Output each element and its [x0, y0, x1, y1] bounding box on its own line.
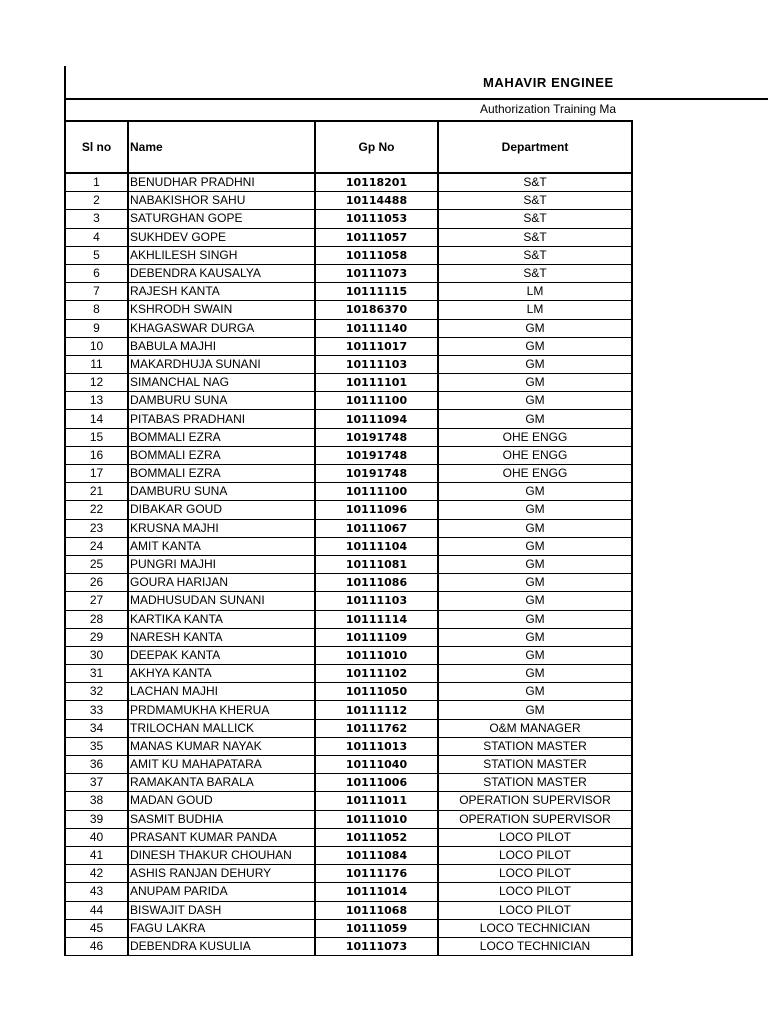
cell-department: LOCO PILOT	[438, 846, 632, 864]
cell-gp: 10111073	[315, 937, 438, 956]
header-row	[65, 121, 632, 173]
cell-name: TRILOCHAN MALLICK	[128, 719, 315, 737]
table-row	[65, 392, 632, 410]
cell-gp: 10111081	[315, 555, 438, 573]
cell-department: LOCO PILOT	[438, 865, 632, 883]
cell-name: AKHLILESH SINGH	[128, 246, 315, 264]
cell-name: PRDMAMUKHA KHERUA	[128, 701, 315, 719]
cell-department: LOCO TECHNICIAN	[438, 919, 632, 937]
cell-department: OHE ENGG	[438, 465, 632, 483]
cell-gp: 10111011	[315, 792, 438, 810]
cell-gp: 10111052	[315, 828, 438, 846]
col-header-sl: Sl no	[65, 121, 128, 173]
cell-department: GM	[438, 483, 632, 501]
table-row	[65, 192, 632, 210]
cell-sl: 37	[65, 774, 128, 792]
cell-sl: 23	[65, 519, 128, 537]
table-row	[65, 846, 632, 864]
cell-department: GM	[438, 701, 632, 719]
cell-department: S&T	[438, 173, 632, 192]
cell-gp: 10111115	[315, 283, 438, 301]
cell-department: GM	[438, 628, 632, 646]
cell-gp: 10191748	[315, 428, 438, 446]
cell-gp: 10111103	[315, 355, 438, 373]
table-row	[65, 592, 632, 610]
cell-name: RAJESH KANTA	[128, 283, 315, 301]
cell-sl: 6	[65, 264, 128, 282]
cell-sl: 32	[65, 683, 128, 701]
cell-name: DINESH THAKUR CHOUHAN	[128, 846, 315, 864]
table-row	[65, 737, 632, 755]
cell-name: BABULA MAJHI	[128, 337, 315, 355]
table-row	[65, 319, 632, 337]
cell-department: S&T	[438, 192, 632, 210]
cell-name: AMIT KU MAHAPATARA	[128, 756, 315, 774]
cell-gp: 10111057	[315, 228, 438, 246]
cell-sl: 8	[65, 301, 128, 319]
cell-sl: 15	[65, 428, 128, 446]
table-row	[65, 283, 632, 301]
table-row	[65, 628, 632, 646]
cell-department: OPERATION SUPERVISOR	[438, 810, 632, 828]
table-row	[65, 683, 632, 701]
cell-department: GM	[438, 374, 632, 392]
cell-name: BENUDHAR PRADHNI	[128, 173, 315, 192]
cell-gp: 10186370	[315, 301, 438, 319]
table-row	[65, 719, 632, 737]
cell-gp: 10111040	[315, 756, 438, 774]
cell-department: GM	[438, 555, 632, 573]
cell-sl: 29	[65, 628, 128, 646]
cell-sl: 42	[65, 865, 128, 883]
cell-department: LM	[438, 301, 632, 319]
cell-gp: 10111140	[315, 319, 438, 337]
cell-name: DAMBURU SUNA	[128, 392, 315, 410]
cell-department: GM	[438, 519, 632, 537]
cell-name: MAKARDHUJA SUNANI	[128, 355, 315, 373]
cell-name: BOMMALI EZRA	[128, 465, 315, 483]
cell-name: DEBENDRA KAUSALYA	[128, 264, 315, 282]
cell-name: LACHAN MAJHI	[128, 683, 315, 701]
cell-name: AKHYA KANTA	[128, 665, 315, 683]
table-row	[65, 610, 632, 628]
table-row	[65, 555, 632, 573]
table-row	[65, 828, 632, 846]
cell-name: AMIT KANTA	[128, 537, 315, 555]
cell-department: OHE ENGG	[438, 446, 632, 464]
cell-gp: 10111096	[315, 501, 438, 519]
cell-sl: 5	[65, 246, 128, 264]
cell-gp: 10114488	[315, 192, 438, 210]
cell-department: STATION MASTER	[438, 774, 632, 792]
cell-name: GOURA HARIJAN	[128, 574, 315, 592]
cell-sl: 41	[65, 846, 128, 864]
cell-department: S&T	[438, 228, 632, 246]
cell-sl: 12	[65, 374, 128, 392]
cell-name: SUKHDEV GOPE	[128, 228, 315, 246]
cell-gp: 10111100	[315, 392, 438, 410]
cell-gp: 10111006	[315, 774, 438, 792]
table-row	[65, 173, 632, 192]
cell-department: GM	[438, 665, 632, 683]
cell-gp: 10111014	[315, 883, 438, 901]
cell-department: GM	[438, 337, 632, 355]
cell-department: GM	[438, 574, 632, 592]
table-row	[65, 937, 632, 956]
cell-name: BISWAJIT DASH	[128, 901, 315, 919]
table-row	[65, 883, 632, 901]
cell-sl: 17	[65, 465, 128, 483]
cell-department: OPERATION SUPERVISOR	[438, 792, 632, 810]
cell-sl: 39	[65, 810, 128, 828]
table-row	[65, 901, 632, 919]
cell-name: SIMANCHAL NAG	[128, 374, 315, 392]
table-row	[65, 574, 632, 592]
cell-department: STATION MASTER	[438, 737, 632, 755]
cell-department: OHE ENGG	[438, 428, 632, 446]
cell-gp: 10111176	[315, 865, 438, 883]
cell-gp: 10111101	[315, 374, 438, 392]
cell-gp: 10111104	[315, 537, 438, 555]
company-title: MAHAVIR ENGINEE	[483, 75, 614, 90]
cell-name: SATURGHAN GOPE	[128, 210, 315, 228]
cell-sl: 2	[65, 192, 128, 210]
table-row	[65, 519, 632, 537]
cell-sl: 28	[65, 610, 128, 628]
cell-name: NABAKISHOR SAHU	[128, 192, 315, 210]
table-row	[65, 756, 632, 774]
cell-name: MADHUSUDAN SUNANI	[128, 592, 315, 610]
cell-gp: 10111073	[315, 264, 438, 282]
table-row	[65, 483, 632, 501]
cell-name: PRASANT KUMAR PANDA	[128, 828, 315, 846]
cell-department: LOCO PILOT	[438, 901, 632, 919]
cell-gp: 10111010	[315, 810, 438, 828]
cell-department: GM	[438, 319, 632, 337]
cell-sl: 14	[65, 410, 128, 428]
cell-name: BOMMALI EZRA	[128, 428, 315, 446]
table-row	[65, 355, 632, 373]
cell-department: GM	[438, 355, 632, 373]
table-row	[65, 701, 632, 719]
cell-sl: 9	[65, 319, 128, 337]
cell-department: GM	[438, 410, 632, 428]
title-bar	[64, 66, 768, 100]
cell-gp: 10111114	[315, 610, 438, 628]
cell-department: LM	[438, 283, 632, 301]
cell-gp: 10111112	[315, 701, 438, 719]
cell-sl: 44	[65, 901, 128, 919]
cell-sl: 35	[65, 737, 128, 755]
cell-gp: 10111109	[315, 628, 438, 646]
cell-gp: 10111017	[315, 337, 438, 355]
table-row	[65, 774, 632, 792]
cell-sl: 25	[65, 555, 128, 573]
cell-name: PITABAS PRADHANI	[128, 410, 315, 428]
cell-sl: 27	[65, 592, 128, 610]
cell-sl: 10	[65, 337, 128, 355]
table-row	[65, 501, 632, 519]
cell-name: DEEPAK KANTA	[128, 646, 315, 664]
col-header-department: Department	[438, 121, 632, 173]
cell-sl: 11	[65, 355, 128, 373]
cell-sl: 16	[65, 446, 128, 464]
cell-gp: 10111084	[315, 846, 438, 864]
cell-name: MANAS KUMAR NAYAK	[128, 737, 315, 755]
cell-name: KSHRODH SWAIN	[128, 301, 315, 319]
cell-sl: 26	[65, 574, 128, 592]
cell-department: GM	[438, 610, 632, 628]
cell-department: LOCO TECHNICIAN	[438, 937, 632, 956]
cell-gp: 10111058	[315, 246, 438, 264]
cell-department: GM	[438, 646, 632, 664]
cell-sl: 46	[65, 937, 128, 956]
cell-gp: 10111053	[315, 210, 438, 228]
spreadsheet	[64, 66, 768, 956]
cell-sl: 43	[65, 883, 128, 901]
cell-name: DEBENDRA KUSULIA	[128, 937, 315, 956]
table-row	[65, 428, 632, 446]
cell-sl: 24	[65, 537, 128, 555]
subtitle-bar	[64, 100, 768, 120]
roster-table	[64, 120, 633, 956]
cell-sl: 38	[65, 792, 128, 810]
cell-department: S&T	[438, 246, 632, 264]
cell-department: GM	[438, 501, 632, 519]
table-row	[65, 410, 632, 428]
table-row	[65, 264, 632, 282]
cell-gp: 10111067	[315, 519, 438, 537]
cell-gp: 10111068	[315, 901, 438, 919]
cell-sl: 3	[65, 210, 128, 228]
cell-name: KARTIKA KANTA	[128, 610, 315, 628]
cell-sl: 30	[65, 646, 128, 664]
cell-name: RAMAKANTA BARALA	[128, 774, 315, 792]
cell-name: PUNGRI MAJHI	[128, 555, 315, 573]
table-row	[65, 810, 632, 828]
cell-name: BOMMALI EZRA	[128, 446, 315, 464]
cell-gp: 10111059	[315, 919, 438, 937]
cell-gp: 10111094	[315, 410, 438, 428]
cell-sl: 22	[65, 501, 128, 519]
cell-gp: 10191748	[315, 446, 438, 464]
table-row	[65, 537, 632, 555]
cell-gp: 10111100	[315, 483, 438, 501]
cell-gp: 10111086	[315, 574, 438, 592]
cell-department: O&M MANAGER	[438, 719, 632, 737]
cell-name: MADAN GOUD	[128, 792, 315, 810]
table-row	[65, 792, 632, 810]
cell-department: GM	[438, 683, 632, 701]
cell-department: LOCO PILOT	[438, 883, 632, 901]
cell-sl: 1	[65, 173, 128, 192]
col-header-gp: Gp No	[315, 121, 438, 173]
cell-name: KHAGASWAR DURGA	[128, 319, 315, 337]
table-row	[65, 465, 632, 483]
cell-department: GM	[438, 592, 632, 610]
cell-sl: 21	[65, 483, 128, 501]
cell-department: LOCO PILOT	[438, 828, 632, 846]
cell-name: DIBAKAR GOUD	[128, 501, 315, 519]
cell-name: FAGU LAKRA	[128, 919, 315, 937]
cell-name: DAMBURU SUNA	[128, 483, 315, 501]
table-row	[65, 210, 632, 228]
cell-name: ASHIS RANJAN DEHURY	[128, 865, 315, 883]
cell-department: S&T	[438, 210, 632, 228]
table-row	[65, 337, 632, 355]
cell-gp: 10111762	[315, 719, 438, 737]
cell-sl: 4	[65, 228, 128, 246]
cell-gp: 10111010	[315, 646, 438, 664]
cell-sl: 31	[65, 665, 128, 683]
cell-gp: 10191748	[315, 465, 438, 483]
cell-sl: 33	[65, 701, 128, 719]
cell-sl: 34	[65, 719, 128, 737]
table-row	[65, 246, 632, 264]
cell-department: GM	[438, 537, 632, 555]
table-row	[65, 665, 632, 683]
table-row	[65, 446, 632, 464]
table-row	[65, 865, 632, 883]
cell-name: NARESH KANTA	[128, 628, 315, 646]
cell-sl: 45	[65, 919, 128, 937]
cell-gp: 10111050	[315, 683, 438, 701]
cell-department: STATION MASTER	[438, 756, 632, 774]
cell-sl: 36	[65, 756, 128, 774]
cell-gp: 10111102	[315, 665, 438, 683]
cell-name: ANUPAM PARIDA	[128, 883, 315, 901]
cell-sl: 7	[65, 283, 128, 301]
table-row	[65, 646, 632, 664]
table-row	[65, 301, 632, 319]
cell-department: S&T	[438, 264, 632, 282]
cell-gp: 10111013	[315, 737, 438, 755]
table-row	[65, 919, 632, 937]
cell-department: GM	[438, 392, 632, 410]
cell-gp: 10111103	[315, 592, 438, 610]
table-row	[65, 374, 632, 392]
sheet-subtitle: Authorization Training Ma	[480, 102, 617, 116]
cell-sl: 13	[65, 392, 128, 410]
cell-gp: 10118201	[315, 173, 438, 192]
table-row	[65, 228, 632, 246]
cell-name: SASMIT BUDHIA	[128, 810, 315, 828]
col-header-name: Name	[128, 121, 315, 173]
cell-name: KRUSNA MAJHI	[128, 519, 315, 537]
cell-sl: 40	[65, 828, 128, 846]
